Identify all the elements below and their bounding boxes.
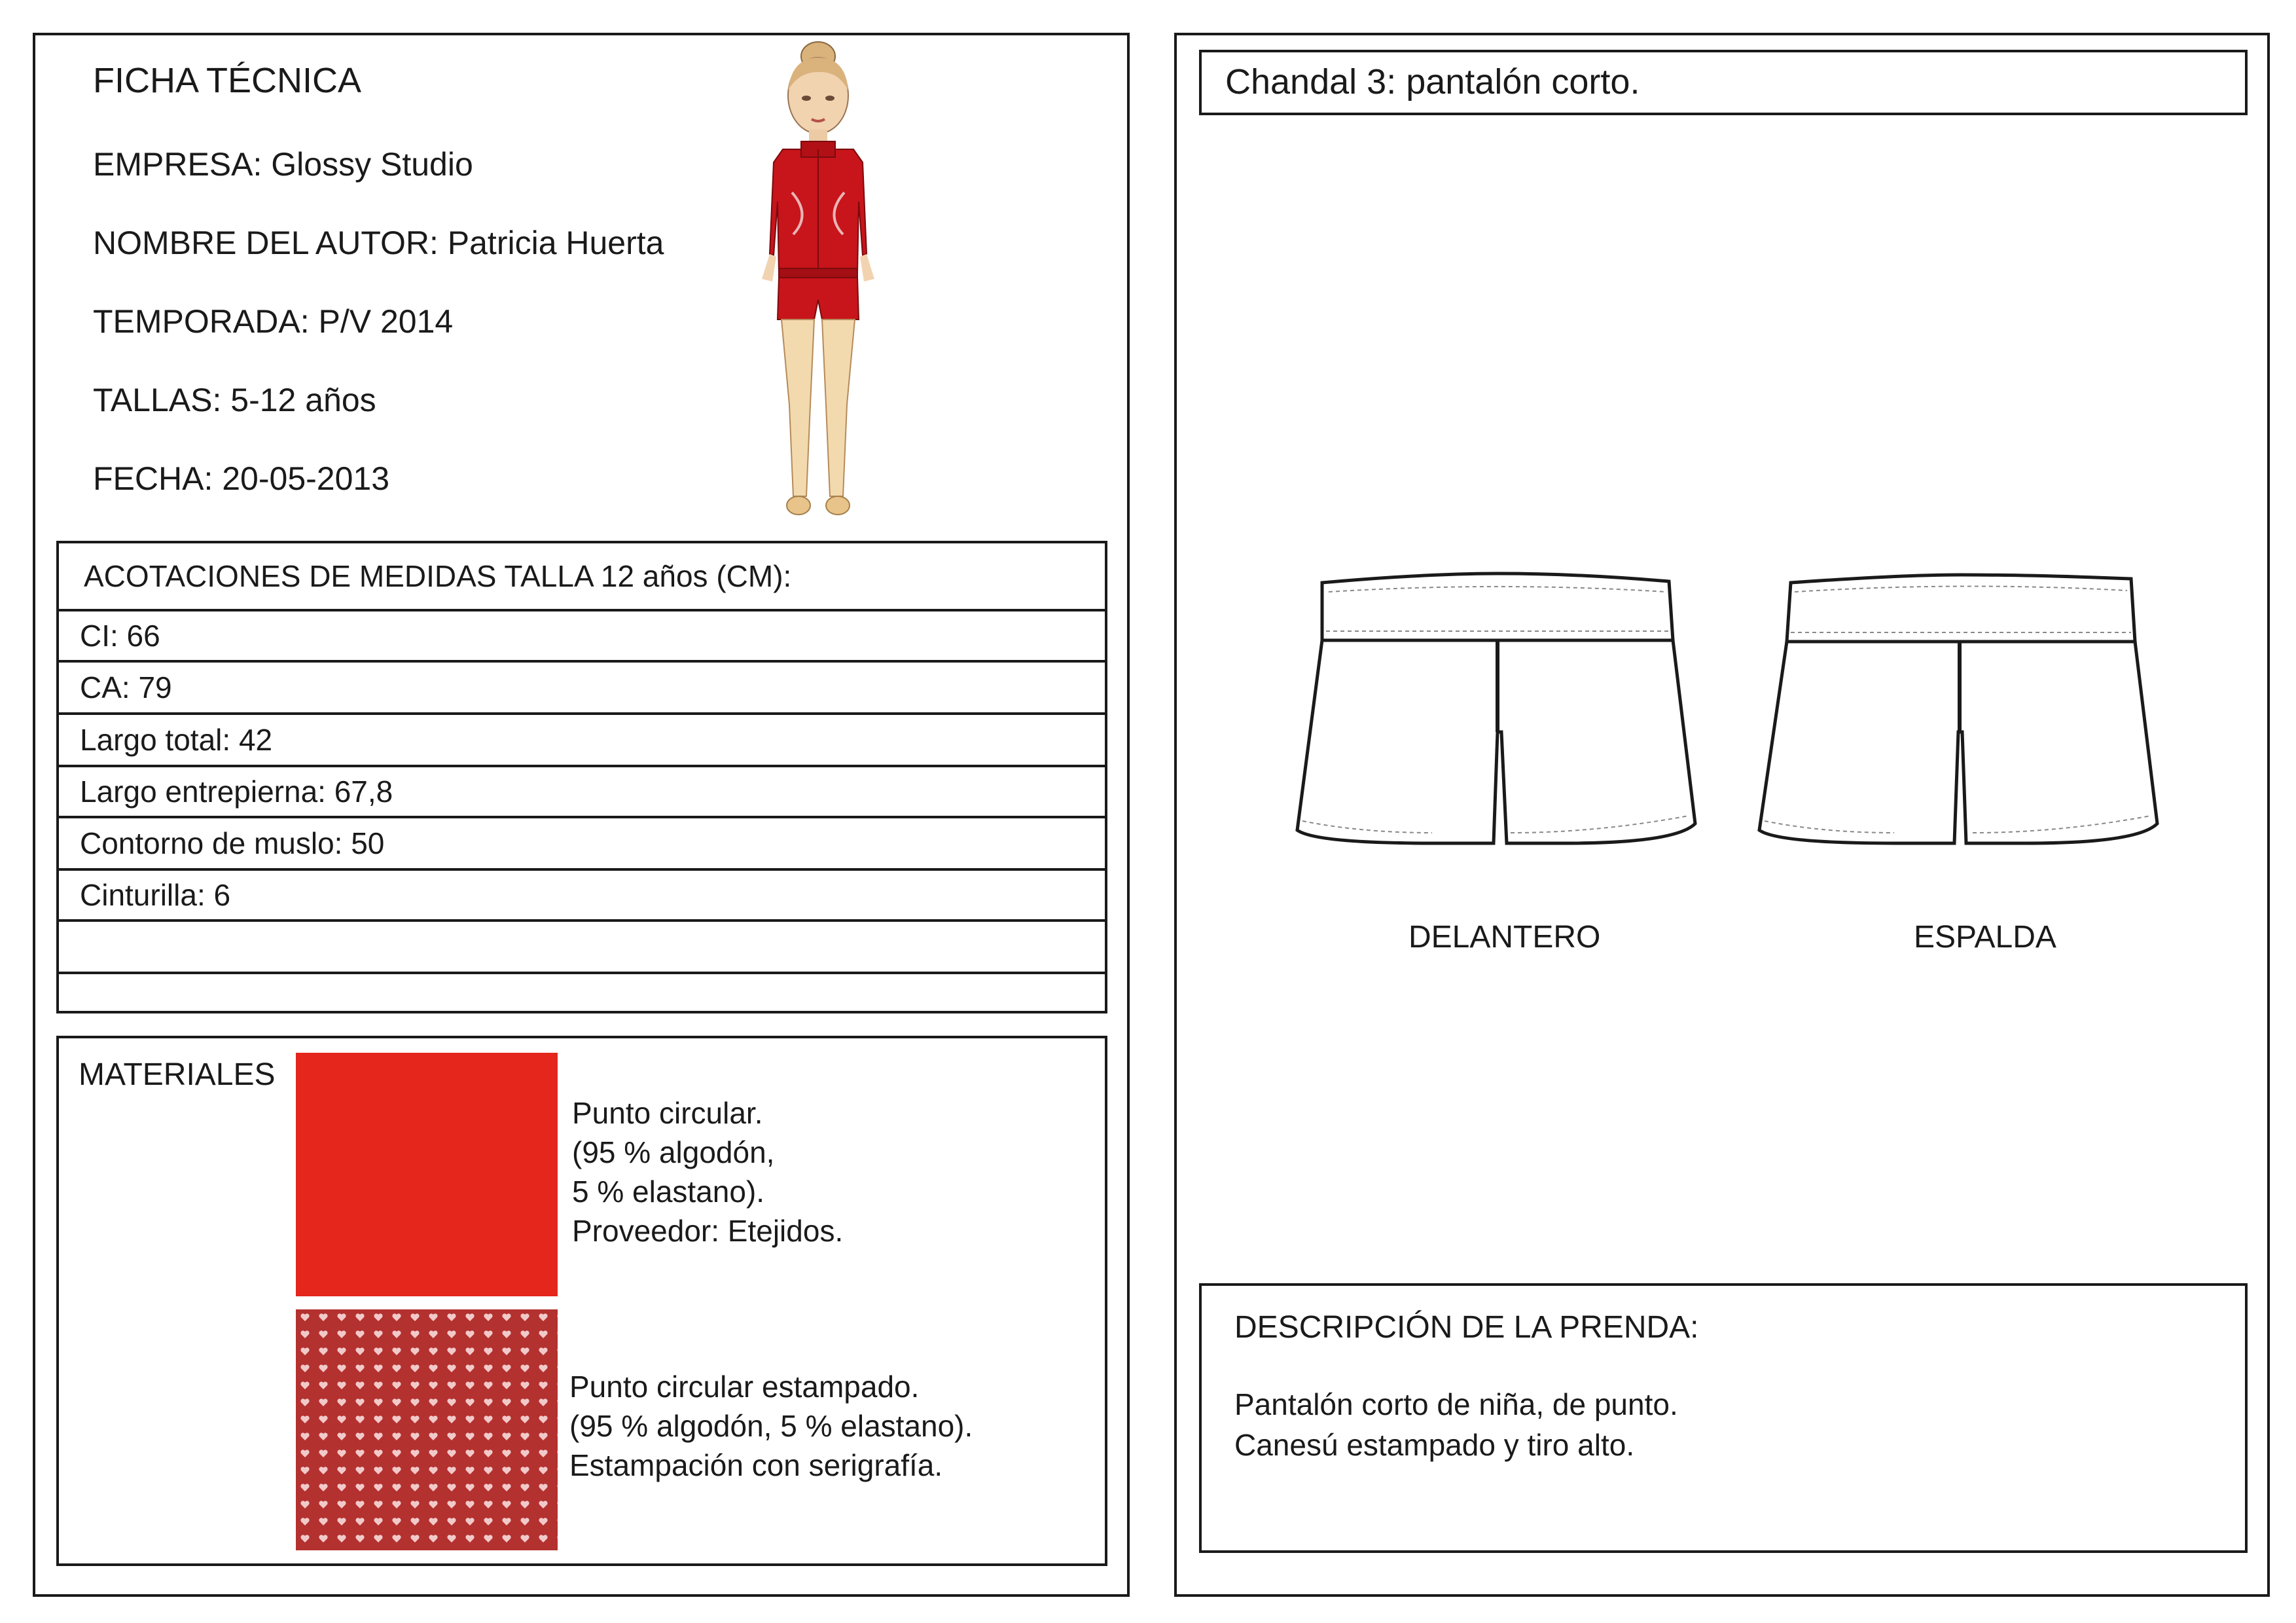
table-row (59, 974, 1105, 1013)
measure-total-length: Largo total: 42 (80, 723, 273, 757)
measure-inseam: Largo entrepierna: 67,8 (80, 775, 393, 809)
back-label: ESPALDA (1914, 920, 2056, 955)
table-row (59, 767, 1105, 818)
measures-heading: ACOTACIONES DE MEDIDAS TALLA 12 años (CM): (84, 559, 792, 593)
front-label: DELANTERO (1408, 920, 1601, 955)
material-2-line-1: Punto circular estampado. (569, 1370, 920, 1404)
material-1-line-2: (95 % algodón, (572, 1135, 775, 1169)
description-heading: DESCRIPCIÓN DE LA PRENDA: (1234, 1310, 1699, 1345)
table-row (59, 663, 1105, 715)
sheet-title: FICHA TÉCNICA (93, 61, 362, 100)
season-field: TEMPORADA: P/V 2014 (93, 303, 454, 340)
measures-table (56, 541, 1107, 1013)
description-line-2: Canesú estampado y tiro alto. (1234, 1428, 1635, 1462)
fashion-figure-illustration (720, 38, 916, 536)
measures-heading-row (59, 543, 1105, 611)
shorts-front-sketch (1289, 568, 1708, 856)
measure-ci: CI: 66 (80, 619, 160, 653)
material-1-line-1: Punto circular. (572, 1096, 763, 1130)
author-field: NOMBRE DEL AUTOR: Patricia Huerta (93, 225, 664, 261)
date-field: FECHA: 20-05-2013 (93, 460, 390, 497)
material-2-line-3: Estampación con serigrafía. (569, 1448, 943, 1482)
shorts-back-sketch (1751, 568, 2170, 856)
sizes-field: TALLAS: 5-12 años (93, 382, 376, 418)
description-body (1234, 1384, 1678, 1465)
table-row (59, 818, 1105, 871)
fabric-swatch-red (296, 1053, 558, 1296)
description-line-1: Pantalón corto de niña, de punto. (1234, 1387, 1678, 1421)
materials-heading: MATERIALES (79, 1057, 276, 1092)
company-field: EMPRESA: Glossy Studio (93, 146, 473, 183)
material-1-line-4: Proveedor: Etejidos. (572, 1214, 844, 1248)
measure-thigh: Contorno de muslo: 50 (80, 826, 385, 860)
garment-title: Chandal 3: pantalón corto. (1225, 62, 1640, 101)
material-1-line-3: 5 % elastano). (572, 1175, 765, 1209)
table-row (59, 611, 1105, 663)
measure-waistband: Cinturilla: 6 (80, 878, 231, 912)
measure-ca: CA: 79 (80, 670, 172, 704)
table-row (59, 715, 1105, 767)
material-1-description (572, 1093, 843, 1250)
material-2-line-2: (95 % algodón, 5 % elastano). (569, 1409, 973, 1443)
table-row (59, 922, 1105, 974)
material-2-description (569, 1367, 973, 1485)
table-row (59, 871, 1105, 922)
fabric-swatch-hearts (296, 1309, 558, 1550)
